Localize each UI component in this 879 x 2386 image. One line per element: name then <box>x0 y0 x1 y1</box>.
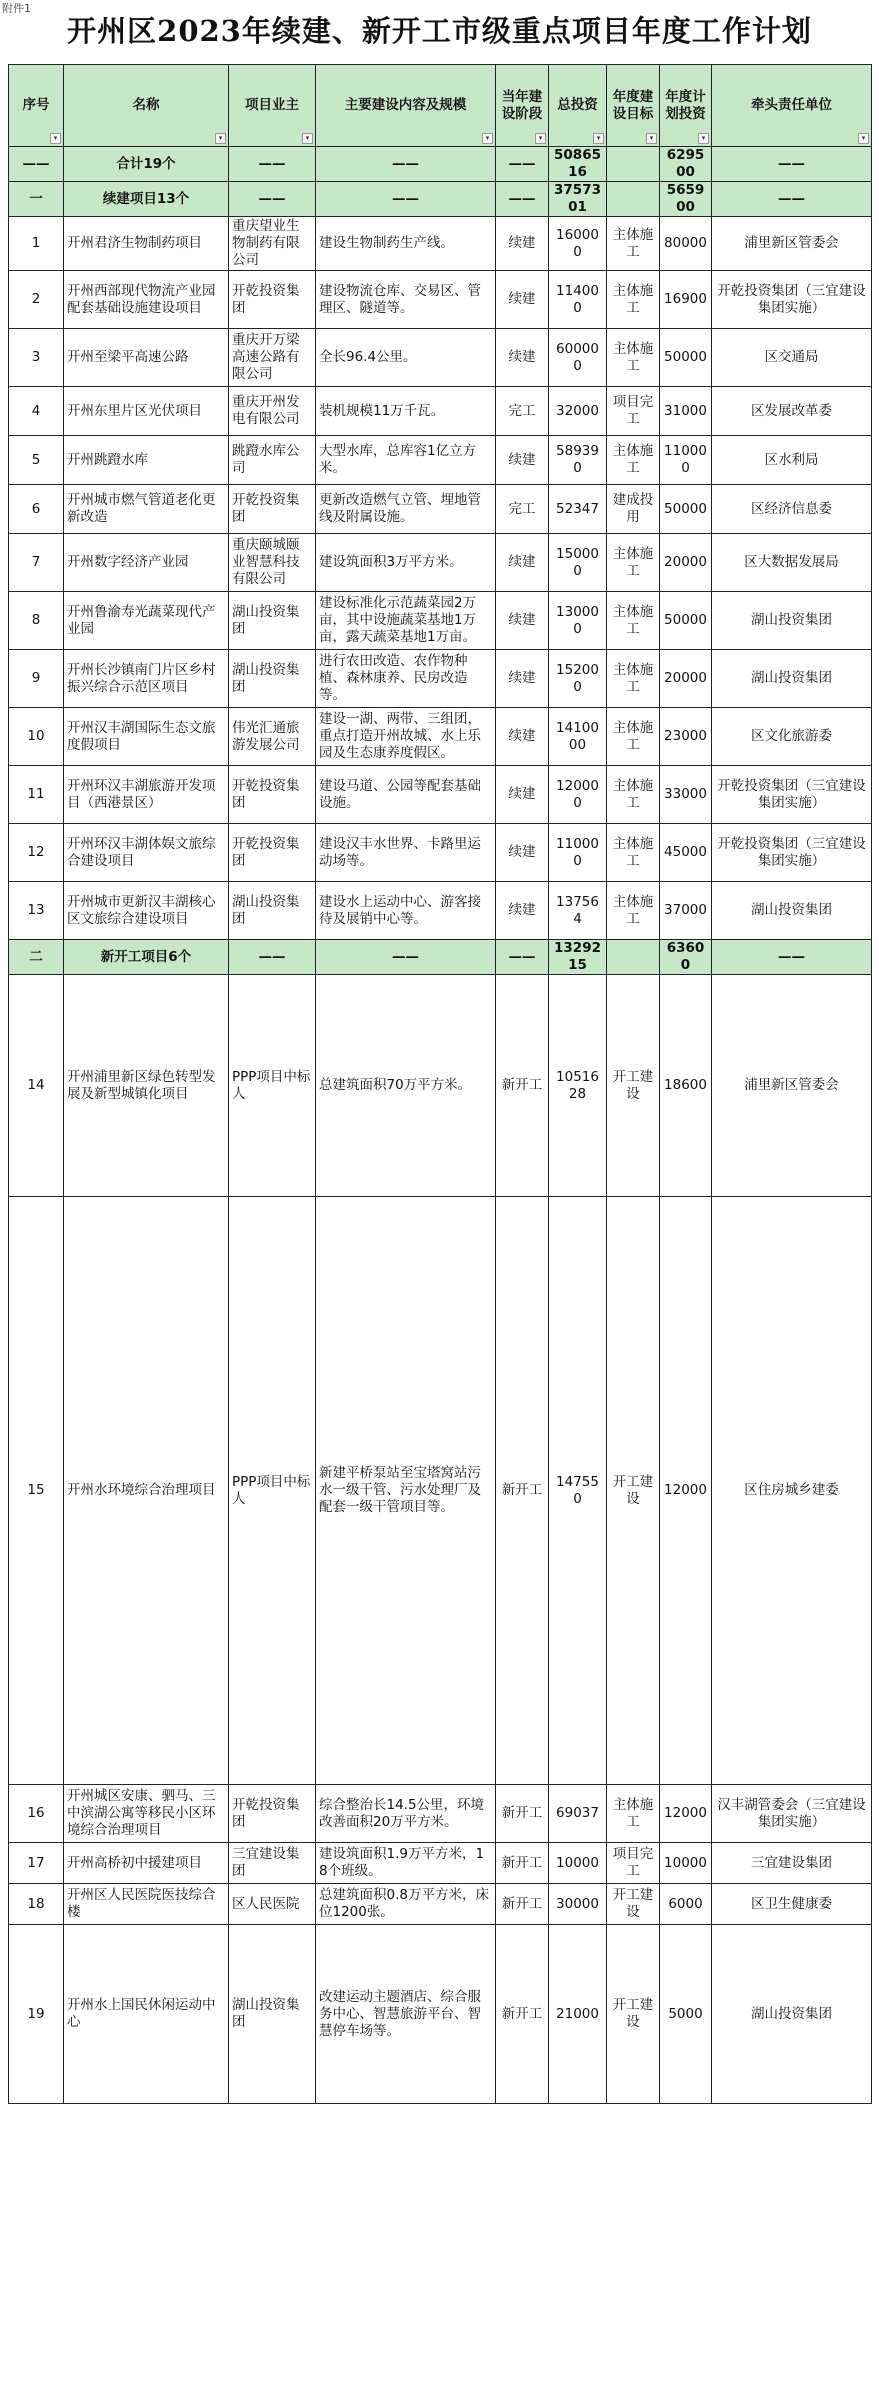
cell-content: 建设一湖、两带、三组团，重点打造开州故城、水上乐园及生态康养度假区。 <box>316 708 496 766</box>
cell-seq: 1 <box>9 217 64 271</box>
cell-owner: 重庆开州发电有限公司 <box>229 387 316 436</box>
cell-unit: 区交通局 <box>712 329 872 387</box>
cell-stage: 续建 <box>496 882 549 940</box>
group-row-continued: 一 续建项目13个 —— —— —— 3757301 565900 —— <box>9 182 872 217</box>
cell-total: 69037 <box>549 1785 607 1843</box>
cell-name: 开州城区安康、驷马、三中滨湖公寓等移民小区环境综合治理项目 <box>64 1785 229 1843</box>
cell-content: 总建筑面积70万平方米。 <box>316 975 496 1197</box>
table-row <box>9 1925 872 2104</box>
table-row <box>9 1843 872 1884</box>
cell-stage: 续建 <box>496 329 549 387</box>
cell-name: 开州跳蹬水库 <box>64 436 229 485</box>
cell-plan: 80000 <box>660 217 712 271</box>
cell-goal: 主体施工 <box>607 650 660 708</box>
cell-name: 开州环汉丰湖旅游开发项目（西港景区） <box>64 766 229 824</box>
cell-owner: 重庆望业生物制药有限公司 <box>229 217 316 271</box>
cell-goal: 开工建设 <box>607 975 660 1197</box>
cell-goal: 主体施工 <box>607 329 660 387</box>
cell-name: 开州环汉丰湖体娱文旅综合建设项目 <box>64 824 229 882</box>
cell-plan: 50000 <box>660 485 712 534</box>
cell-content: 综合整治长14.5公里，环境改善面积20万平方米。 <box>316 1785 496 1843</box>
cell-owner: 开乾投资集团 <box>229 485 316 534</box>
cell-total: 137564 <box>549 882 607 940</box>
table-row <box>9 882 872 940</box>
col-owner[interactable]: 项目业主 ▾ <box>229 65 316 147</box>
cell-plan: 6000 <box>660 1884 712 1925</box>
cell-total: 110000 <box>549 824 607 882</box>
corner-note: 附件1 <box>2 2 31 15</box>
cell-stage: 续建 <box>496 534 549 592</box>
filter-dropdown-icon[interactable]: ▾ <box>535 133 546 144</box>
cell-content: 总建筑面积0.8万平方米，床位1200张。 <box>316 1884 496 1925</box>
filter-dropdown-icon[interactable]: ▾ <box>482 133 493 144</box>
cell-name: 开州汉丰湖国际生态文旅度假项目 <box>64 708 229 766</box>
cell-owner: 开乾投资集团 <box>229 271 316 329</box>
col-unit[interactable]: 牵头责任单位 ▾ <box>712 65 872 147</box>
cell-plan: 110000 <box>660 436 712 485</box>
cell-seq: 15 <box>9 1197 64 1785</box>
cell-stage: 续建 <box>496 824 549 882</box>
table-row <box>9 1884 872 1925</box>
table-row <box>9 387 872 436</box>
cell-owner: 重庆颐城颐业智慧科技有限公司 <box>229 534 316 592</box>
cell-unit: 区住房城乡建委 <box>712 1197 872 1785</box>
cell-goal: 主体施工 <box>607 436 660 485</box>
cell-total: 21000 <box>549 1925 607 2104</box>
cell-seq: 7 <box>9 534 64 592</box>
cell-plan: 37000 <box>660 882 712 940</box>
cell-stage: 新开工 <box>496 1925 549 2104</box>
cell-total: 32000 <box>549 387 607 436</box>
cell-seq: 16 <box>9 1785 64 1843</box>
cell-name: 开州区人民医院医技综合楼 <box>64 1884 229 1925</box>
cell-plan: 12000 <box>660 1197 712 1785</box>
cell-unit: 区文化旅游委 <box>712 708 872 766</box>
cell-unit: 湖山投资集团 <box>712 882 872 940</box>
cell-goal: 主体施工 <box>607 534 660 592</box>
cell-content: 建设水上运动中心、游客接待及展销中心等。 <box>316 882 496 940</box>
cell-total: 600000 <box>549 329 607 387</box>
cell-stage: 新开工 <box>496 1785 549 1843</box>
cell-total: 10000 <box>549 1843 607 1884</box>
cell-seq: 9 <box>9 650 64 708</box>
cell-name: 开州数字经济产业园 <box>64 534 229 592</box>
cell-goal: 主体施工 <box>607 271 660 329</box>
cell-total: 30000 <box>549 1884 607 1925</box>
cell-plan: 12000 <box>660 1785 712 1843</box>
cell-owner: 重庆开万梁高速公路有限公司 <box>229 329 316 387</box>
cell-seq: 4 <box>9 387 64 436</box>
page-title: 开州区2023年续建、新开工市级重点项目年度工作计划 <box>67 14 812 48</box>
cell-plan: 33000 <box>660 766 712 824</box>
cell-stage: 续建 <box>496 708 549 766</box>
cell-total: 152000 <box>549 650 607 708</box>
cell-seq: 14 <box>9 975 64 1197</box>
cell-seq: 19 <box>9 1925 64 2104</box>
cell-owner: 伟光汇通旅游发展公司 <box>229 708 316 766</box>
cell-seq: 8 <box>9 592 64 650</box>
cell-seq: 12 <box>9 824 64 882</box>
cell-stage: 续建 <box>496 592 549 650</box>
cell-unit: 区水利局 <box>712 436 872 485</box>
cell-unit: 区发展改革委 <box>712 387 872 436</box>
cell-goal: 主体施工 <box>607 766 660 824</box>
cell-plan: 16900 <box>660 271 712 329</box>
filter-dropdown-icon[interactable]: ▾ <box>50 133 61 144</box>
cell-plan: 5000 <box>660 1925 712 2104</box>
table-row <box>9 436 872 485</box>
table-row <box>9 1785 872 1843</box>
cell-stage: 续建 <box>496 650 549 708</box>
cell-name: 开州至梁平高速公路 <box>64 329 229 387</box>
cell-name: 开州高桥初中援建项目 <box>64 1843 229 1884</box>
cell-plan: 20000 <box>660 534 712 592</box>
cell-owner: 开乾投资集团 <box>229 824 316 882</box>
cell-goal: 项目完工 <box>607 1843 660 1884</box>
cell-goal: 建成投用 <box>607 485 660 534</box>
cell-plan: 50000 <box>660 329 712 387</box>
col-name[interactable]: 名称 ▾ <box>64 65 229 147</box>
cell-name: 开州城市燃气管道老化更新改造 <box>64 485 229 534</box>
table-row <box>9 217 872 271</box>
cell-owner: 开乾投资集团 <box>229 766 316 824</box>
table-row <box>9 329 872 387</box>
cell-stage: 续建 <box>496 271 549 329</box>
table-row <box>9 766 872 824</box>
cell-total: 589390 <box>549 436 607 485</box>
cell-owner: 开乾投资集团 <box>229 1785 316 1843</box>
filter-dropdown-icon[interactable]: ▾ <box>593 133 604 144</box>
cell-plan: 50000 <box>660 592 712 650</box>
col-stage[interactable]: 当年建设阶段 ▾ <box>496 65 549 147</box>
cell-goal: 主体施工 <box>607 1785 660 1843</box>
cell-name: 开州东里片区光伏项目 <box>64 387 229 436</box>
cell-owner: 跳蹬水库公司 <box>229 436 316 485</box>
cell-stage: 新开工 <box>496 975 549 1197</box>
cell-unit: 湖山投资集团 <box>712 650 872 708</box>
cell-content: 建设标准化示范蔬菜园2万亩，其中设施蔬菜基地1万亩，露天蔬菜基地1万亩。 <box>316 592 496 650</box>
cell-unit: 开乾投资集团（三宜建设集团实施） <box>712 271 872 329</box>
cell-name: 开州君济生物制药项目 <box>64 217 229 271</box>
cell-content: 大型水库，总库容1亿立方米。 <box>316 436 496 485</box>
col-goal[interactable]: 年度建设目标 ▾ <box>607 65 660 147</box>
cell-seq: 13 <box>9 882 64 940</box>
filter-dropdown-icon[interactable]: ▾ <box>646 133 657 144</box>
cell-seq: 18 <box>9 1884 64 1925</box>
cell-owner: 湖山投资集团 <box>229 650 316 708</box>
cell-name: 开州鲁渝寿光蔬菜现代产业园 <box>64 592 229 650</box>
cell-seq: 6 <box>9 485 64 534</box>
col-content[interactable]: 主要建设内容及规模 ▾ <box>316 65 496 147</box>
cell-plan: 31000 <box>660 387 712 436</box>
cell-content: 更新改造燃气立管、埋地管线及附属设施。 <box>316 485 496 534</box>
cell-seq: 2 <box>9 271 64 329</box>
cell-seq: 5 <box>9 436 64 485</box>
cell-goal: 项目完工 <box>607 387 660 436</box>
table-row <box>9 271 872 329</box>
cell-goal: 主体施工 <box>607 592 660 650</box>
cell-content: 建设筑面积3万平方米。 <box>316 534 496 592</box>
cell-owner: PPP项目中标人 <box>229 975 316 1197</box>
cell-unit: 区大数据发展局 <box>712 534 872 592</box>
cell-total: 1051628 <box>549 975 607 1197</box>
cell-stage: 续建 <box>496 217 549 271</box>
cell-content: 进行农田改造、农作物种植、森林康养、民房改造等。 <box>316 650 496 708</box>
col-total[interactable]: 总投资 ▾ <box>549 65 607 147</box>
table-row <box>9 650 872 708</box>
table-row <box>9 975 872 1197</box>
cell-content: 新建平桥泵站至宝塔窝站污水一级干管、污水处理厂及配套一级干管项目等。 <box>316 1197 496 1785</box>
cell-owner: 湖山投资集团 <box>229 592 316 650</box>
cell-unit: 三宜建设集团 <box>712 1843 872 1884</box>
cell-total: 1410000 <box>549 708 607 766</box>
table-row <box>9 824 872 882</box>
cell-total: 120000 <box>549 766 607 824</box>
cell-unit: 湖山投资集团 <box>712 1925 872 2104</box>
table-row <box>9 1197 872 1785</box>
cell-owner: PPP项目中标人 <box>229 1197 316 1785</box>
cell-content: 建设物流仓库、交易区、管理区、隧道等。 <box>316 271 496 329</box>
cell-seq: 10 <box>9 708 64 766</box>
cell-stage: 新开工 <box>496 1884 549 1925</box>
cell-content: 装机规模11万千瓦。 <box>316 387 496 436</box>
table-row <box>9 534 872 592</box>
cell-total: 114000 <box>549 271 607 329</box>
filter-dropdown-icon[interactable]: ▾ <box>858 133 869 144</box>
cell-owner: 湖山投资集团 <box>229 1925 316 2104</box>
cell-stage: 完工 <box>496 485 549 534</box>
cell-owner: 湖山投资集团 <box>229 882 316 940</box>
cell-stage: 新开工 <box>496 1843 549 1884</box>
cell-unit: 湖山投资集团 <box>712 592 872 650</box>
table-row <box>9 485 872 534</box>
col-seq[interactable]: 序号 ▾ <box>9 65 64 147</box>
cell-seq: 3 <box>9 329 64 387</box>
table-row <box>9 708 872 766</box>
cell-goal: 主体施工 <box>607 824 660 882</box>
cell-goal: 主体施工 <box>607 708 660 766</box>
cell-unit: 浦里新区管委会 <box>712 975 872 1197</box>
cell-stage: 新开工 <box>496 1197 549 1785</box>
cell-goal: 主体施工 <box>607 882 660 940</box>
cell-name: 开州长沙镇南门片区乡村振兴综合示范区项目 <box>64 650 229 708</box>
cell-goal: 主体施工 <box>607 217 660 271</box>
cell-content: 建设筑面积1.9万平方米，18个班级。 <box>316 1843 496 1884</box>
cell-name: 开州城市更新汉丰湖核心区文旅综合建设项目 <box>64 882 229 940</box>
cell-total: 150000 <box>549 534 607 592</box>
cell-stage: 续建 <box>496 436 549 485</box>
cell-total: 160000 <box>549 217 607 271</box>
cell-goal: 开工建设 <box>607 1197 660 1785</box>
cell-content: 全长96.4公里。 <box>316 329 496 387</box>
cell-seq: 17 <box>9 1843 64 1884</box>
cell-content: 改建运动主题酒店、综合服务中心、智慧旅游平台、智慧停车场等。 <box>316 1925 496 2104</box>
cell-unit: 开乾投资集团（三宜建设集团实施） <box>712 824 872 882</box>
cell-plan: 23000 <box>660 708 712 766</box>
cell-owner: 区人民医院 <box>229 1884 316 1925</box>
cell-total: 130000 <box>549 592 607 650</box>
group-row-new: 二 新开工项目6个 —— —— —— 1329215 63600 —— <box>9 940 872 975</box>
cell-plan: 10000 <box>660 1843 712 1884</box>
cell-content: 建设马道、公园等配套基础设施。 <box>316 766 496 824</box>
col-plan[interactable]: 年度计划投资 ▾ <box>660 65 712 147</box>
cell-unit: 区卫生健康委 <box>712 1884 872 1925</box>
cell-unit: 区经济信息委 <box>712 485 872 534</box>
cell-content: 建设生物制药生产线。 <box>316 217 496 271</box>
total-row: —— 合计19个 —— —— —— 5086516 629500 —— <box>9 147 872 182</box>
cell-name: 开州水上国民休闲运动中心 <box>64 1925 229 2104</box>
cell-content: 建设汉丰水世界、卡路里运动场等。 <box>316 824 496 882</box>
cell-plan: 45000 <box>660 824 712 882</box>
cell-owner: 三宜建设集团 <box>229 1843 316 1884</box>
cell-unit: 浦里新区管委会 <box>712 217 872 271</box>
cell-total: 52347 <box>549 485 607 534</box>
filter-dropdown-icon[interactable]: ▾ <box>302 133 313 144</box>
project-table <box>8 64 872 2104</box>
cell-unit: 汉丰湖管委会（三宜建设集团实施） <box>712 1785 872 1843</box>
header-row <box>9 65 872 147</box>
cell-name: 开州浦里新区绿色转型发展及新型城镇化项目 <box>64 975 229 1197</box>
cell-stage: 完工 <box>496 387 549 436</box>
cell-goal: 开工建设 <box>607 1925 660 2104</box>
cell-unit: 开乾投资集团（三宜建设集团实施） <box>712 766 872 824</box>
cell-plan: 20000 <box>660 650 712 708</box>
filter-dropdown-icon[interactable]: ▾ <box>215 133 226 144</box>
cell-name: 开州水环境综合治理项目 <box>64 1197 229 1785</box>
cell-plan: 18600 <box>660 975 712 1197</box>
cell-name: 开州西部现代物流产业园配套基础设施建设项目 <box>64 271 229 329</box>
cell-stage: 续建 <box>496 766 549 824</box>
cell-goal: 开工建设 <box>607 1884 660 1925</box>
filter-dropdown-icon[interactable]: ▾ <box>698 133 709 144</box>
cell-seq: 11 <box>9 766 64 824</box>
table-row <box>9 592 872 650</box>
cell-total: 147550 <box>549 1197 607 1785</box>
